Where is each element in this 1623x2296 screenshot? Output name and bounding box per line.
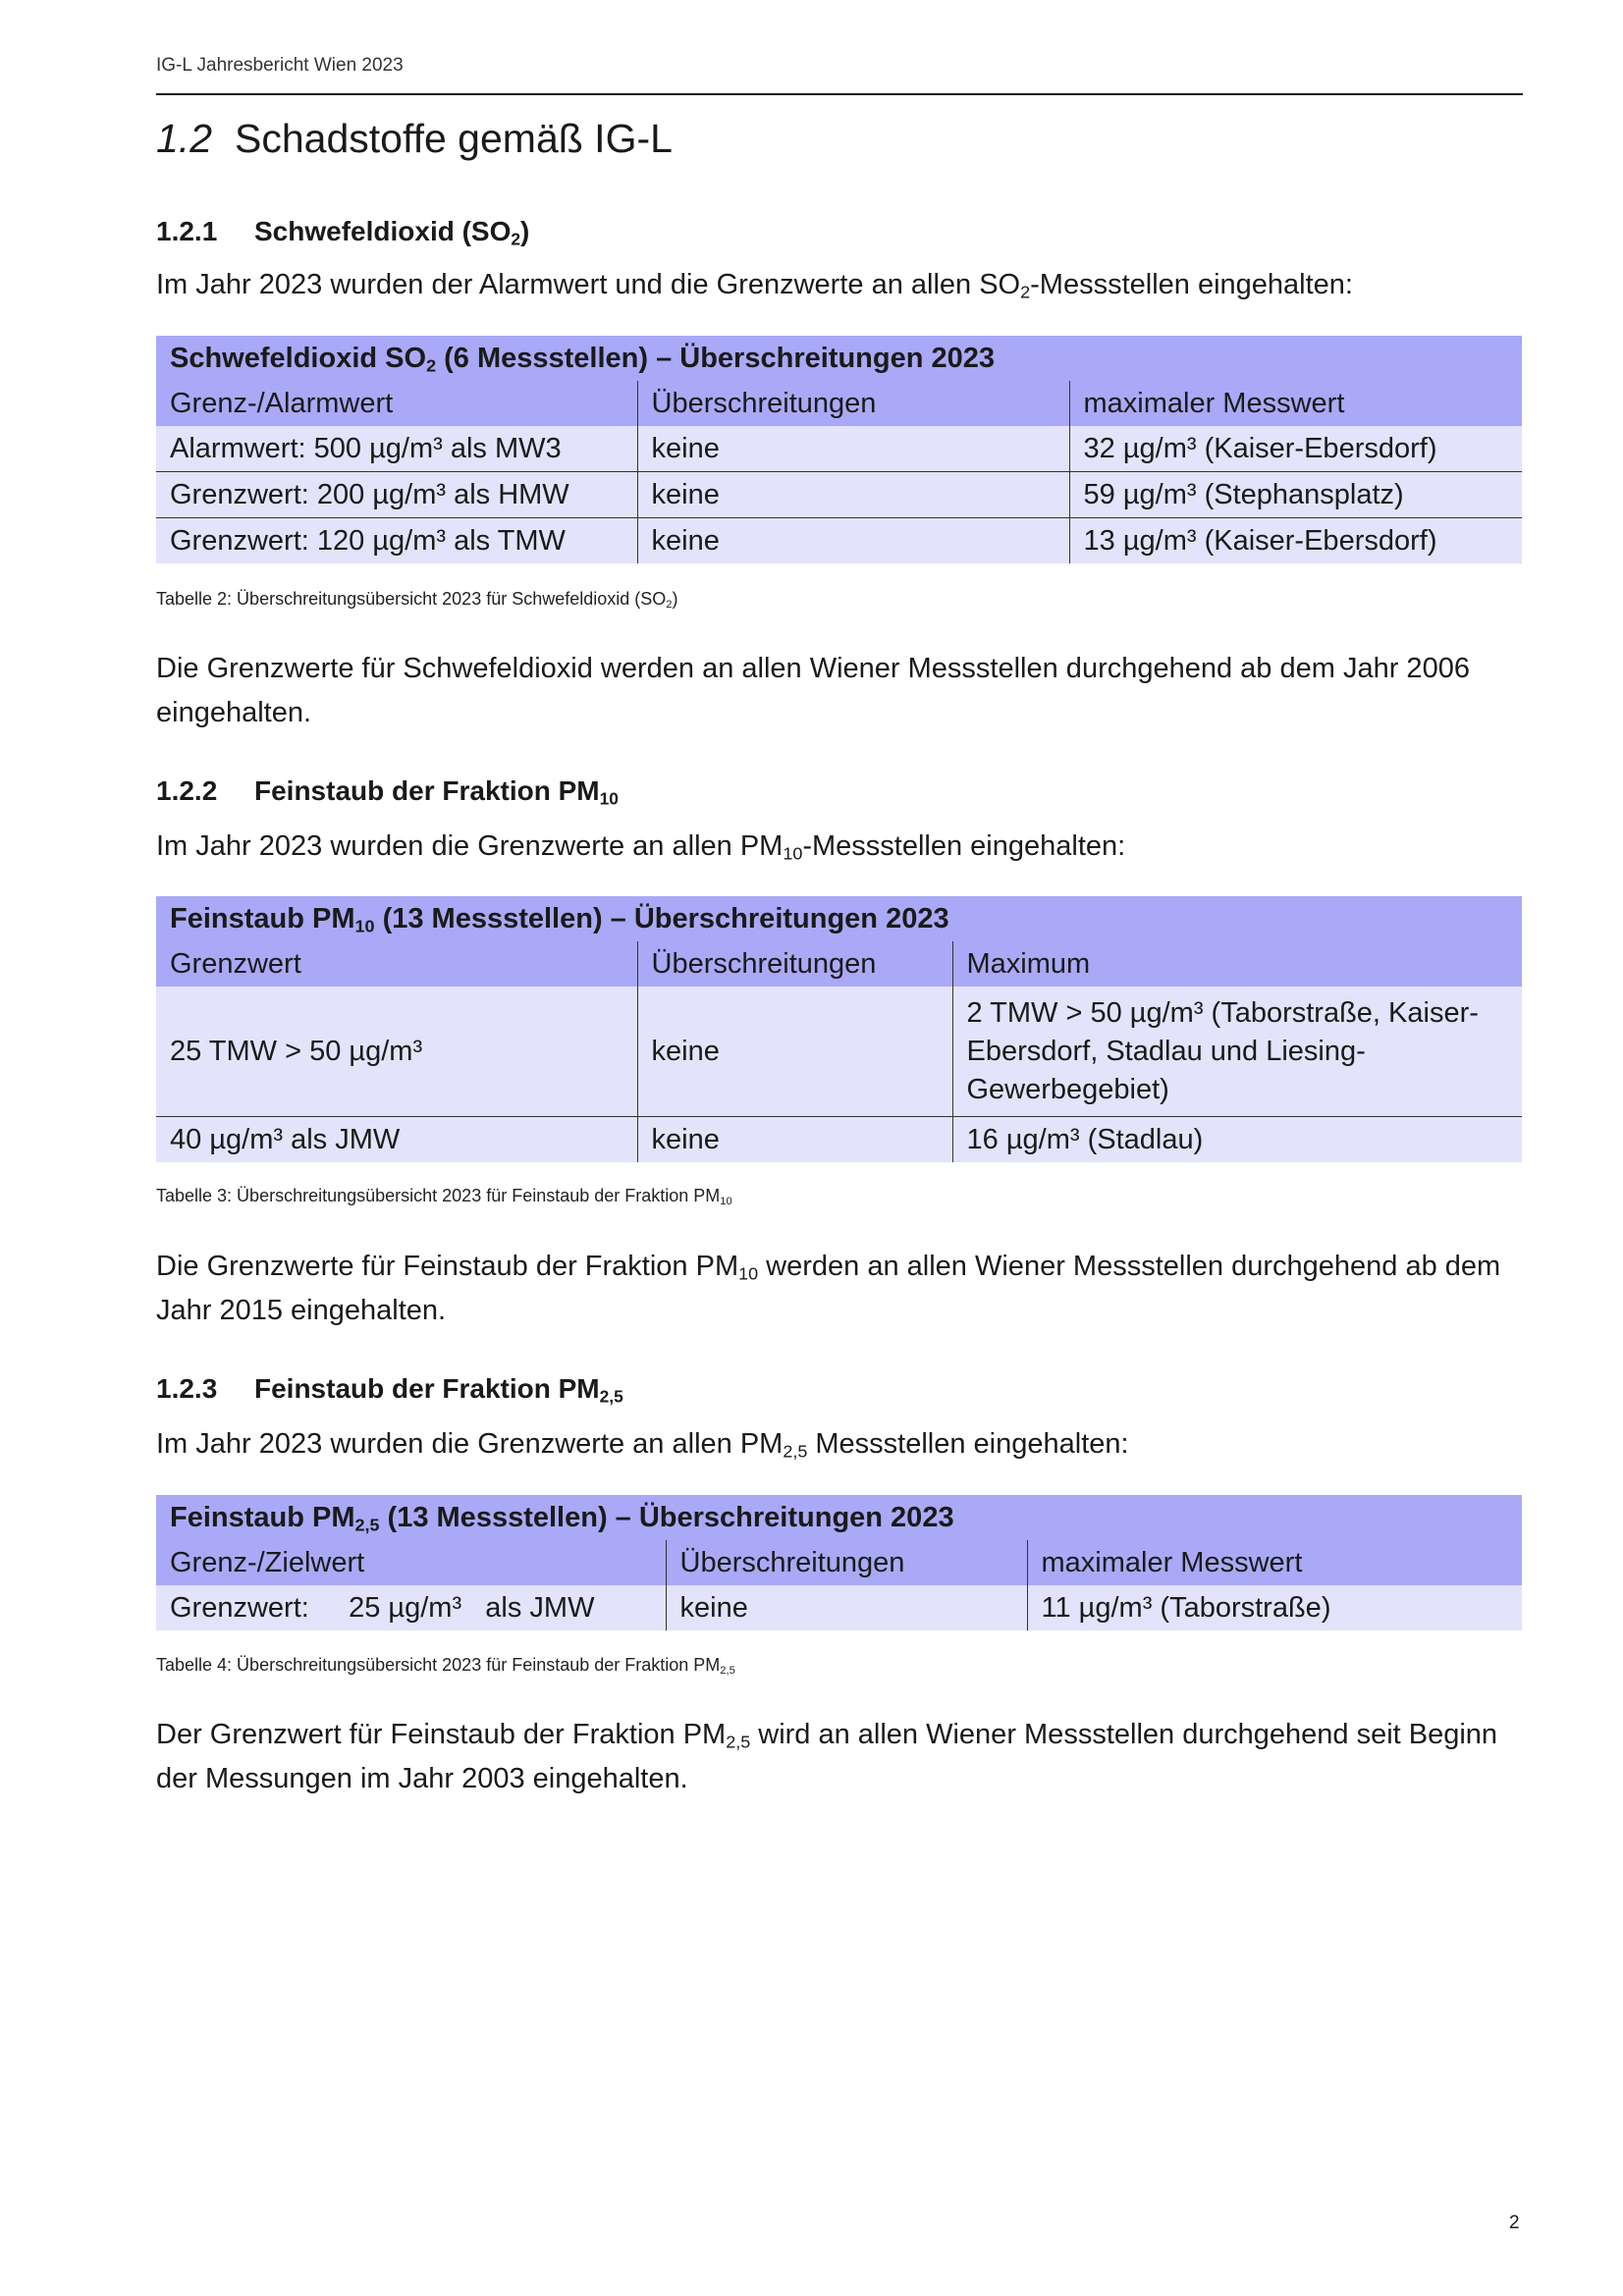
table-header-row xyxy=(156,1540,1522,1585)
table-title-row xyxy=(156,896,1522,941)
column-header: Grenzwert xyxy=(156,941,637,987)
table-cell: 2 TMW > 50 µg/m³ (Taborstraße, Kaiser-Ebersdorf, Stadlau und Liesing-Gewerbegebiet) xyxy=(952,987,1522,1117)
table-cell: 40 µg/m³ als JMW xyxy=(156,1117,637,1163)
text: der Messungen im Jahr 2003 eingehalten. xyxy=(156,1763,688,1794)
subscript: 10 xyxy=(354,915,375,935)
table-so2 xyxy=(156,336,1522,563)
section-title: Schadstoffe gemäß IG-L xyxy=(235,116,673,161)
subscript: 2 xyxy=(426,354,437,375)
running-header: IG-L Jahresbericht Wien 2023 xyxy=(156,55,404,76)
subsection-number: 1.2.1 xyxy=(156,216,218,246)
subscript: 10 xyxy=(720,1195,732,1207)
table-cell: 11 µg/m³ (Taborstraße) xyxy=(1027,1585,1522,1630)
table-cell: 16 µg/m³ (Stadlau) xyxy=(952,1117,1522,1163)
text: werden an allen Wiener Messstellen durchgehend ab dem xyxy=(758,1251,1501,1282)
column-header: Überschreitungen xyxy=(637,941,952,987)
column-header: Überschreitungen xyxy=(637,381,1069,426)
subscript: 10 xyxy=(738,1263,759,1284)
column-header: Maximum xyxy=(952,941,1522,987)
subsection-title: Feinstaub der Fraktion PM xyxy=(254,775,600,806)
table-cell: 25 TMW > 50 µg/m³ xyxy=(156,987,637,1117)
subsection-heading-so2 xyxy=(156,216,529,247)
section-number: 1.2 xyxy=(156,116,212,161)
text: Messstellen eingehalten: xyxy=(807,1428,1129,1460)
table-cell: Alarmwert: 500 µg/m³ als MW3 xyxy=(156,426,637,472)
page-number: 2 xyxy=(1509,2213,1520,2233)
subscript: 2,5 xyxy=(726,1732,751,1752)
table-row xyxy=(156,426,1522,472)
text: Schwefeldioxid SO xyxy=(170,342,427,374)
text: Im Jahr 2023 wurden der Alarmwert und die Grenzwerte an allen SO xyxy=(156,269,1021,300)
text: Tabelle 2: Überschreitungsübersicht 2023 für Schwefeldioxid (SO xyxy=(156,589,667,609)
text: ) xyxy=(672,589,678,609)
subscript: 2,5 xyxy=(354,1514,380,1534)
text: Im Jahr 2023 wurden die Grenzwerte an allen PM xyxy=(156,830,784,862)
subsection-heading-pm25 xyxy=(156,1373,623,1405)
table-caption xyxy=(156,1655,735,1676)
text: Tabelle 4: Überschreitungsübersicht 2023 für Feinstaub der Fraktion PM xyxy=(156,1655,721,1675)
table-row xyxy=(156,987,1522,1117)
text: Feinstaub PM xyxy=(170,902,355,934)
text: (6 Messstellen) – Überschreitungen 2023 xyxy=(436,342,996,374)
subscript: 2 xyxy=(1020,282,1031,302)
table-cell: keine xyxy=(637,472,1069,518)
column-header: maximaler Messwert xyxy=(1027,1540,1522,1585)
subsection-number: 1.2.3 xyxy=(156,1373,218,1404)
table-cell: keine xyxy=(666,1585,1027,1630)
table-cell: 32 µg/m³ (Kaiser-Ebersdorf) xyxy=(1069,426,1522,472)
table-title-row xyxy=(156,1495,1522,1540)
text: wird an allen Wiener Messstellen durchgehend seit Beginn xyxy=(750,1719,1498,1750)
table-row xyxy=(156,1585,1522,1630)
table-cell: keine xyxy=(637,1117,952,1163)
subscript: 2 xyxy=(511,229,521,249)
text: Die Grenzwerte für Feinstaub der Fraktion PM xyxy=(156,1251,739,1282)
table-header-row xyxy=(156,941,1522,987)
table-cell: keine xyxy=(637,987,952,1117)
section-heading xyxy=(156,116,673,162)
intro-pm10 xyxy=(156,825,1523,869)
column-header: Überschreitungen xyxy=(666,1540,1027,1585)
table-cell: 59 µg/m³ (Stephansplatz) xyxy=(1069,472,1522,518)
subsection-heading-pm10 xyxy=(156,775,619,807)
column-header: Grenz-/Alarmwert xyxy=(156,381,637,426)
table-caption xyxy=(156,589,678,610)
table-cell: 13 µg/m³ (Kaiser-Ebersdorf) xyxy=(1069,518,1522,564)
table-pm25 xyxy=(156,1495,1522,1630)
table-title xyxy=(156,1495,1522,1540)
text: Der Grenzwert für Feinstaub der Fraktion PM xyxy=(156,1719,727,1750)
text: Feinstaub PM xyxy=(170,1501,355,1533)
table-title xyxy=(156,896,1522,941)
text: Jahr 2015 eingehalten. xyxy=(156,1295,447,1326)
table-row xyxy=(156,518,1522,564)
text: Im Jahr 2023 wurden die Grenzwerte an allen PM xyxy=(156,1428,784,1460)
table-row xyxy=(156,472,1522,518)
text: (13 Messstellen) – Überschreitungen 2023 xyxy=(379,1501,954,1533)
text: Tabelle 3: Überschreitungsübersicht 2023 für Feinstaub der Fraktion PM xyxy=(156,1186,721,1205)
table-title-row xyxy=(156,336,1522,381)
table-pm10 xyxy=(156,896,1522,1162)
subsection-title-end: ) xyxy=(520,216,530,246)
intro-so2 xyxy=(156,263,1523,307)
table-cell: keine xyxy=(637,426,1069,472)
subscript: 2,5 xyxy=(720,1664,735,1677)
table-title xyxy=(156,336,1522,381)
note-so2 xyxy=(156,647,1523,735)
column-header: Grenz-/Zielwert xyxy=(156,1540,666,1585)
table-caption xyxy=(156,1186,732,1206)
subsection-title: Feinstaub der Fraktion PM xyxy=(254,1373,600,1404)
intro-pm25 xyxy=(156,1422,1523,1467)
text: Die Grenzwerte für Schwefeldioxid werden an allen Wiener Messstellen durchgehend ab dem Jahr 2006 xyxy=(156,653,1470,684)
subscript: 2,5 xyxy=(599,1386,623,1407)
subscript: 10 xyxy=(599,788,619,809)
table-cell: Grenzwert: 25 µg/m³ als JMW xyxy=(156,1585,666,1630)
note-pm25 xyxy=(156,1713,1523,1801)
subsection-number: 1.2.2 xyxy=(156,775,218,806)
header-rule xyxy=(156,93,1523,95)
subscript: 2 xyxy=(666,598,673,611)
text: -Messstellen eingehalten: xyxy=(1030,269,1353,300)
subscript: 10 xyxy=(783,843,803,864)
table-cell: keine xyxy=(637,518,1069,564)
text: eingehalten. xyxy=(156,697,312,728)
text: -Messstellen eingehalten: xyxy=(802,830,1126,862)
table-row xyxy=(156,1117,1522,1163)
table-header-row xyxy=(156,381,1522,426)
table-cell: Grenzwert: 200 µg/m³ als HMW xyxy=(156,472,637,518)
text: (13 Messstellen) – Überschreitungen 2023 xyxy=(374,902,949,934)
subsection-title: Schwefeldioxid (SO xyxy=(254,216,512,246)
column-header: maximaler Messwert xyxy=(1069,381,1522,426)
table-cell: Grenzwert: 120 µg/m³ als TMW xyxy=(156,518,637,564)
subscript: 2,5 xyxy=(783,1441,808,1462)
note-pm10 xyxy=(156,1245,1523,1333)
